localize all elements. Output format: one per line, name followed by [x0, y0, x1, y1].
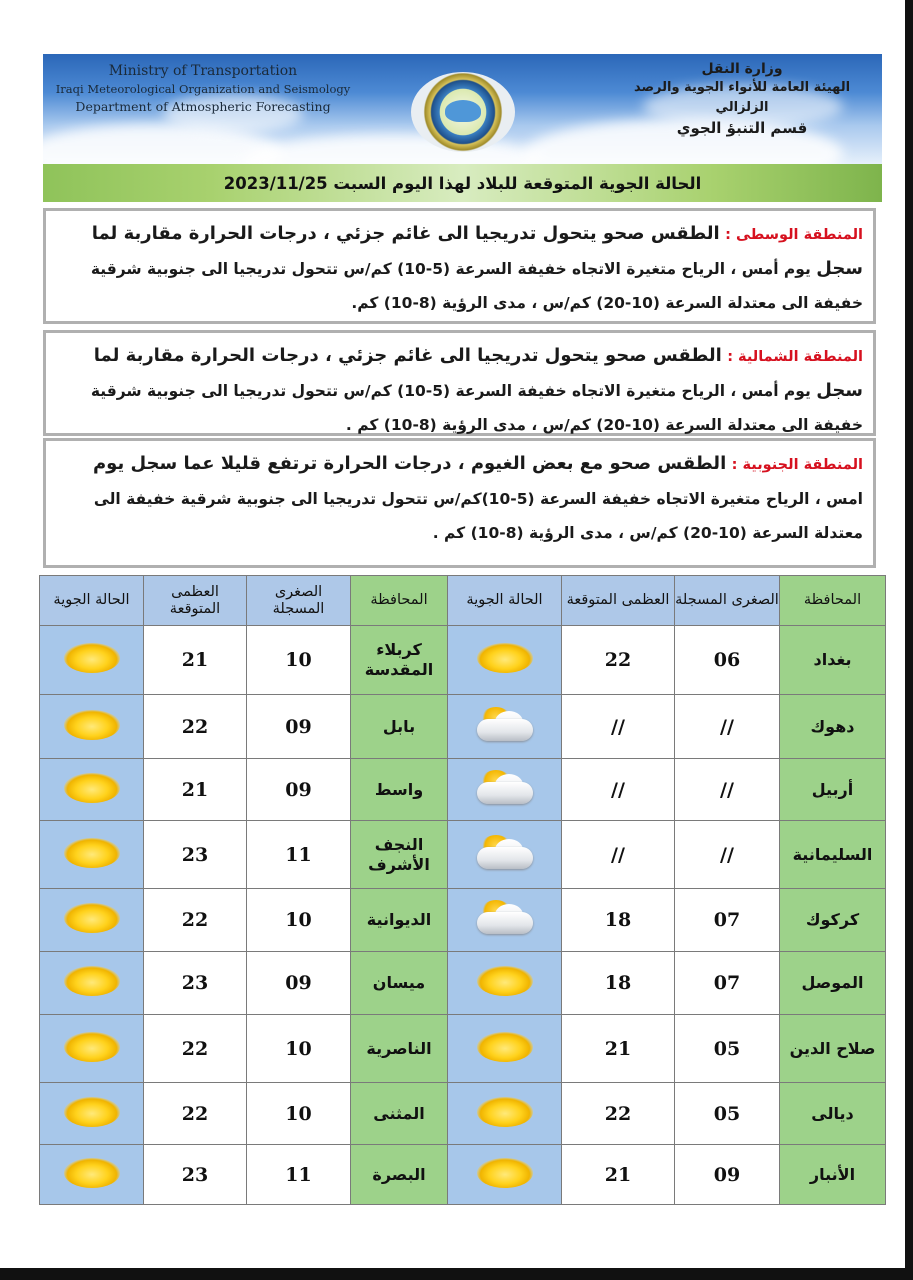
max-temp-cell: 22: [562, 626, 675, 695]
max-temp-cell: 22: [562, 1083, 675, 1145]
weather-cell: [40, 759, 144, 821]
sunny-icon: [64, 966, 120, 996]
sunny-icon: [477, 643, 533, 673]
partly-cloudy-icon: [473, 833, 537, 873]
weather-cell: [40, 889, 144, 952]
region-summary: الطقس صحو يتحول تدريجيا الى غائم جزئي ، درجات الحرارة مقاربة لما سجل: [91, 223, 863, 279]
max-temp-cell: 23: [144, 1145, 247, 1205]
weather-cell: [40, 626, 144, 695]
min-temp-cell: 11: [247, 1145, 351, 1205]
weather-cell: [40, 1083, 144, 1145]
department-ar: قسم التنبؤ الجوي: [676, 119, 808, 137]
province-cell: البصرة: [351, 1145, 448, 1205]
min-temp-cell: 09: [675, 1145, 780, 1205]
header-weather: الحالة الجوية: [448, 576, 562, 626]
max-temp-cell: //: [562, 759, 675, 821]
table-row: [40, 952, 886, 1015]
max-temp-cell: 21: [144, 626, 247, 695]
province-cell: النجف الأشرف: [351, 821, 448, 889]
header-arabic-text: [612, 60, 872, 138]
min-temp-cell: //: [675, 821, 780, 889]
weather-cell: [448, 695, 562, 759]
sunny-icon: [477, 1032, 533, 1062]
province-cell: ديالى: [780, 1083, 886, 1145]
province-cell: المثنى: [351, 1083, 448, 1145]
sunny-icon: [64, 1158, 120, 1188]
min-temp-cell: 10: [247, 626, 351, 695]
table-row: [40, 821, 886, 889]
page-title: الحالة الجوية المتوقعة للبلاد لهذا اليوم السبت 2023/11/25: [43, 164, 882, 202]
min-temp-cell: 09: [247, 952, 351, 1015]
table-header-row: [40, 576, 886, 626]
province-cell: الموصل: [780, 952, 886, 1015]
sunny-icon: [64, 643, 120, 673]
table-row: [40, 1015, 886, 1083]
weather-cell: [40, 1145, 144, 1205]
min-temp-cell: 09: [247, 695, 351, 759]
max-temp-cell: 22: [144, 889, 247, 952]
partly-cloudy-icon: [473, 705, 537, 745]
min-temp-cell: 10: [247, 1015, 351, 1083]
logo-emblem: [445, 100, 481, 122]
header-max-temp: العظمى المتوقعة: [562, 576, 675, 626]
min-temp-cell: 06: [675, 626, 780, 695]
max-temp-cell: 22: [144, 695, 247, 759]
province-cell: كربلاء المقدسة: [351, 626, 448, 695]
weather-cell: [448, 626, 562, 695]
header-english-text: [53, 62, 353, 116]
organization-ar: الهيئة العامة للأنواء الجوية والرصد الزلزالي: [633, 80, 851, 115]
header-province: المحافظة: [351, 576, 448, 626]
department-en: Department of Atmospheric Forecasting: [75, 99, 331, 114]
sunny-icon: [64, 773, 120, 803]
min-temp-cell: 07: [675, 952, 780, 1015]
sunny-icon: [477, 1097, 533, 1127]
partly-cloudy-icon: [473, 898, 537, 938]
max-temp-cell: //: [562, 821, 675, 889]
region-northern: [43, 330, 876, 436]
region-details: يوم أمس ، الرياح متغيرة الاتجاه خفيفة السرعة (5-10) كم/س تتحول تدريجيا الى جنوبية شرقية خفيفة الى معتدلة السرعة (10-20) كم/س ، مدى الرؤية (8-10) كم .: [90, 382, 863, 434]
table-row: [40, 626, 886, 695]
max-temp-cell: 18: [562, 889, 675, 952]
region-name: المنطقة الوسطى :: [725, 227, 863, 243]
table-row: [40, 1083, 886, 1145]
min-temp-cell: 05: [675, 1083, 780, 1145]
sunny-icon: [477, 1158, 533, 1188]
province-cell: دهوك: [780, 695, 886, 759]
province-cell: بغداد: [780, 626, 886, 695]
sunny-icon: [64, 838, 120, 868]
province-cell: الأنبار: [780, 1145, 886, 1205]
organization-logo: [411, 72, 515, 152]
weather-cell: [40, 952, 144, 1015]
header-max-temp: العظمى المتوقعة: [144, 576, 247, 626]
table-row: [40, 1145, 886, 1205]
sunny-icon: [64, 710, 120, 740]
province-cell: كركوك: [780, 889, 886, 952]
max-temp-cell: 23: [144, 821, 247, 889]
region-details: امس ، الرياح متغيرة الاتجاه خفيفة السرعة (5-10)كم/س تتحول تدريجيا الى جنوبية شرقية خفيفة الى معتدلة السرعة (10-20) كم/س ، مدى الرؤية (8-10) كم .: [93, 490, 863, 542]
max-temp-cell: 22: [144, 1083, 247, 1145]
min-temp-cell: //: [675, 695, 780, 759]
ministry-ar: وزارة النقل: [701, 61, 783, 77]
region-summary: الطقس صحو يتحول تدريجيا الى غائم جزئي ، درجات الحرارة مقاربة لما سجل: [93, 345, 863, 401]
header-min-temp: الصغرى المسجلة: [675, 576, 780, 626]
partly-cloudy-icon: [473, 768, 537, 808]
header-banner: [43, 54, 882, 164]
max-temp-cell: 21: [562, 1015, 675, 1083]
max-temp-cell: 22: [144, 1015, 247, 1083]
region-name: المنطقة الجنوبية :: [731, 457, 863, 473]
province-cell: الناصرية: [351, 1015, 448, 1083]
province-cell: ميسان: [351, 952, 448, 1015]
sunny-icon: [64, 1097, 120, 1127]
province-cell: بابل: [351, 695, 448, 759]
weather-cell: [448, 1015, 562, 1083]
header-weather: الحالة الجوية: [40, 576, 144, 626]
min-temp-cell: 10: [247, 889, 351, 952]
table-row: [40, 889, 886, 952]
region-summary: الطقس صحو مع بعض الغيوم ، درجات الحرارة ترتفع قليلا عما سجل يوم: [92, 453, 727, 474]
weather-cell: [448, 1083, 562, 1145]
region-central: [43, 208, 876, 324]
weather-cell: [40, 695, 144, 759]
province-cell: الديوانية: [351, 889, 448, 952]
max-temp-cell: //: [562, 695, 675, 759]
max-temp-cell: 18: [562, 952, 675, 1015]
province-cell: السليمانية: [780, 821, 886, 889]
header-min-temp: الصغرى المسجلة: [247, 576, 351, 626]
weather-cell: [448, 889, 562, 952]
weather-cell: [448, 821, 562, 889]
min-temp-cell: 05: [675, 1015, 780, 1083]
sunny-icon: [64, 903, 120, 933]
province-cell: أربيل: [780, 759, 886, 821]
region-southern: [43, 438, 876, 568]
weather-cell: [40, 821, 144, 889]
province-cell: صلاح الدين: [780, 1015, 886, 1083]
header-province: المحافظة: [780, 576, 886, 626]
organization-en: Iraqi Meteorological Organization and Seismology: [55, 82, 351, 96]
table-row: [40, 695, 886, 759]
weather-cell: [448, 759, 562, 821]
weather-cell: [40, 1015, 144, 1083]
forecast-table: [39, 575, 886, 1205]
weather-cell: [448, 1145, 562, 1205]
min-temp-cell: 11: [247, 821, 351, 889]
min-temp-cell: 09: [247, 759, 351, 821]
province-cell: واسط: [351, 759, 448, 821]
region-details: يوم أمس ، الرياح متغيرة الاتجاه خفيفة السرعة (5-10) كم/س تتحول تدريجيا الى جنوبية شرقية خفيفة الى معتدلة السرعة (10-20) كم/س ، مدى الرؤية (8-10) كم.: [90, 260, 863, 312]
max-temp-cell: 21: [144, 759, 247, 821]
min-temp-cell: //: [675, 759, 780, 821]
sunny-icon: [477, 966, 533, 996]
max-temp-cell: 23: [144, 952, 247, 1015]
sunny-icon: [64, 1032, 120, 1062]
region-name: المنطقة الشمالية :: [727, 349, 863, 365]
min-temp-cell: 07: [675, 889, 780, 952]
weather-cell: [448, 952, 562, 1015]
max-temp-cell: 21: [562, 1145, 675, 1205]
table-row: [40, 759, 886, 821]
ministry-en: Ministry of Transportation: [108, 63, 298, 79]
min-temp-cell: 10: [247, 1083, 351, 1145]
